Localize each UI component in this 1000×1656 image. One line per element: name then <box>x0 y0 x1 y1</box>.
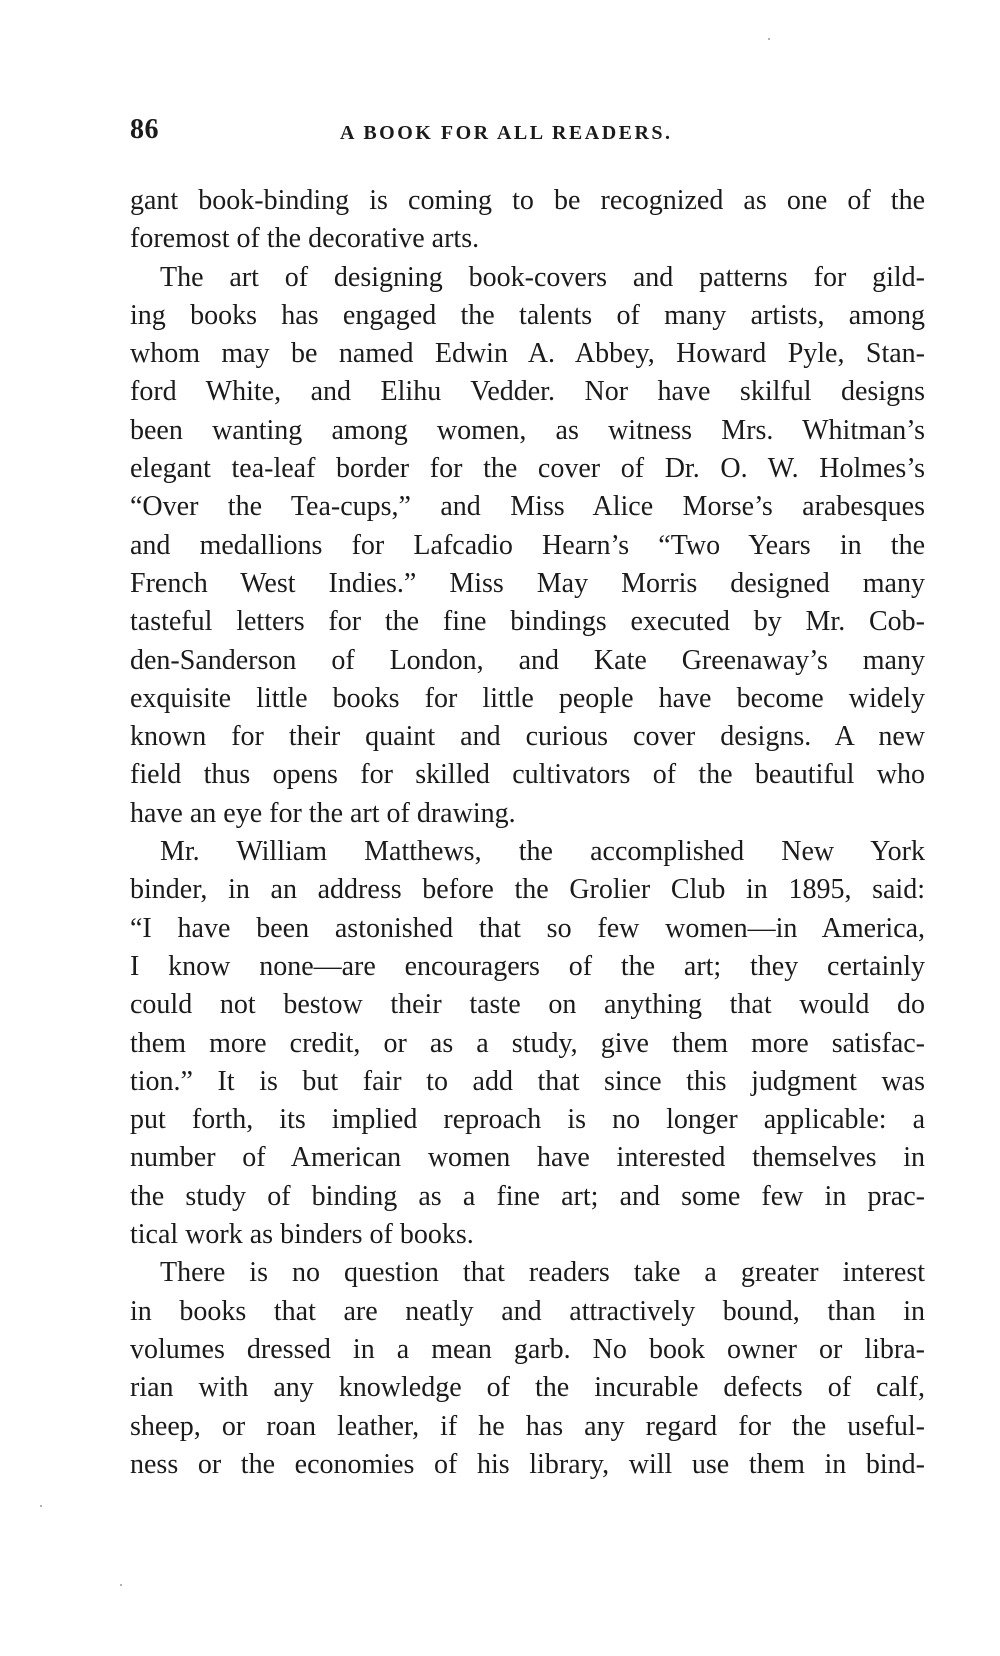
text-line: them more credit, or as a study, give them more satisfac- <box>130 1027 925 1059</box>
text-line: tical work as binders of books. <box>130 1219 474 1251</box>
text-line: foremost of the decorative arts. <box>130 223 480 255</box>
text-line: gant book-binding is coming to be recognized as one of the <box>130 185 925 216</box>
text-line: tasteful letters for the fine bindings executed by Mr. Cob- <box>130 606 925 638</box>
page-header <box>130 114 930 154</box>
text-line: known for their quaint and curious cover designs. A new <box>130 721 925 753</box>
text-line: rian with any knowledge of the incurable defects of calf, <box>130 1372 925 1404</box>
text-line: sheep, or roan leather, if he has any regard for the useful- <box>130 1410 925 1442</box>
text-line: There is no question that readers take a greater interest <box>160 1257 925 1289</box>
text-line: French West Indies.” Miss May Morris designed many <box>130 567 925 599</box>
paragraph <box>130 182 925 259</box>
text-line: den-Sanderson of London, and Kate Greenaway’s many <box>130 644 925 676</box>
text-line: Mr. William Matthews, the accomplished New York <box>160 836 925 868</box>
text-line: ing books has engaged the talents of many artists, among <box>130 299 925 331</box>
text-line: elegant tea-leaf border for the cover of Dr. O. W. Holmes’s <box>130 453 925 485</box>
text-line: ford White, and Elihu Vedder. Nor have skilful designs <box>130 376 925 408</box>
paragraph <box>130 833 925 1254</box>
paragraph <box>130 1254 925 1484</box>
text-line: field thus opens for skilled cultivators of the beautiful who <box>130 759 925 791</box>
text-line: have an eye for the art of drawing. <box>130 797 516 829</box>
running-title: A BOOK FOR ALL READERS. <box>340 122 673 144</box>
text-line: “I have been astonished that so few women—in America, <box>130 912 925 944</box>
body-text <box>130 182 925 1484</box>
text-line: volumes dressed in a mean garb. No book owner or libra- <box>130 1333 925 1365</box>
text-line: been wanting among women, as witness Mrs. Whitman’s <box>130 414 925 446</box>
paper-speck <box>120 1584 122 1586</box>
text-line: put forth, its implied reproach is no longer applicable: a <box>130 1104 925 1136</box>
text-line: whom may be named Edwin A. Abbey, Howard Pyle, Stan- <box>130 338 925 370</box>
paper-speck <box>768 38 770 40</box>
text-line: ness or the economies of his library, will use them in bind- <box>130 1448 925 1480</box>
paragraph <box>130 259 925 833</box>
paper-speck <box>40 1505 42 1507</box>
text-line: could not bestow their taste on anything that would do <box>130 989 925 1021</box>
text-line: binder, in an address before the Grolier Club in 1895, said: <box>130 874 925 906</box>
text-line: tion.” It is but fair to add that since this judgment was <box>130 1065 925 1097</box>
text-line: The art of designing book-covers and patterns for gild- <box>160 261 925 293</box>
text-line: number of American women have interested themselves in <box>130 1142 925 1174</box>
text-line: “Over the Tea-cups,” and Miss Alice Morse’s arabesques <box>130 491 925 523</box>
text-line: in books that are neatly and attractively bound, than in <box>130 1295 925 1327</box>
page-number: 86 <box>130 114 159 145</box>
text-line: the study of binding as a fine art; and some few in prac- <box>130 1180 925 1212</box>
text-line: and medallions for Lafcadio Hearn’s “Two Years in the <box>130 529 925 561</box>
text-line: I know none—are encouragers of the art; they certainly <box>130 950 925 982</box>
text-line: exquisite little books for little people have become widely <box>130 682 925 714</box>
